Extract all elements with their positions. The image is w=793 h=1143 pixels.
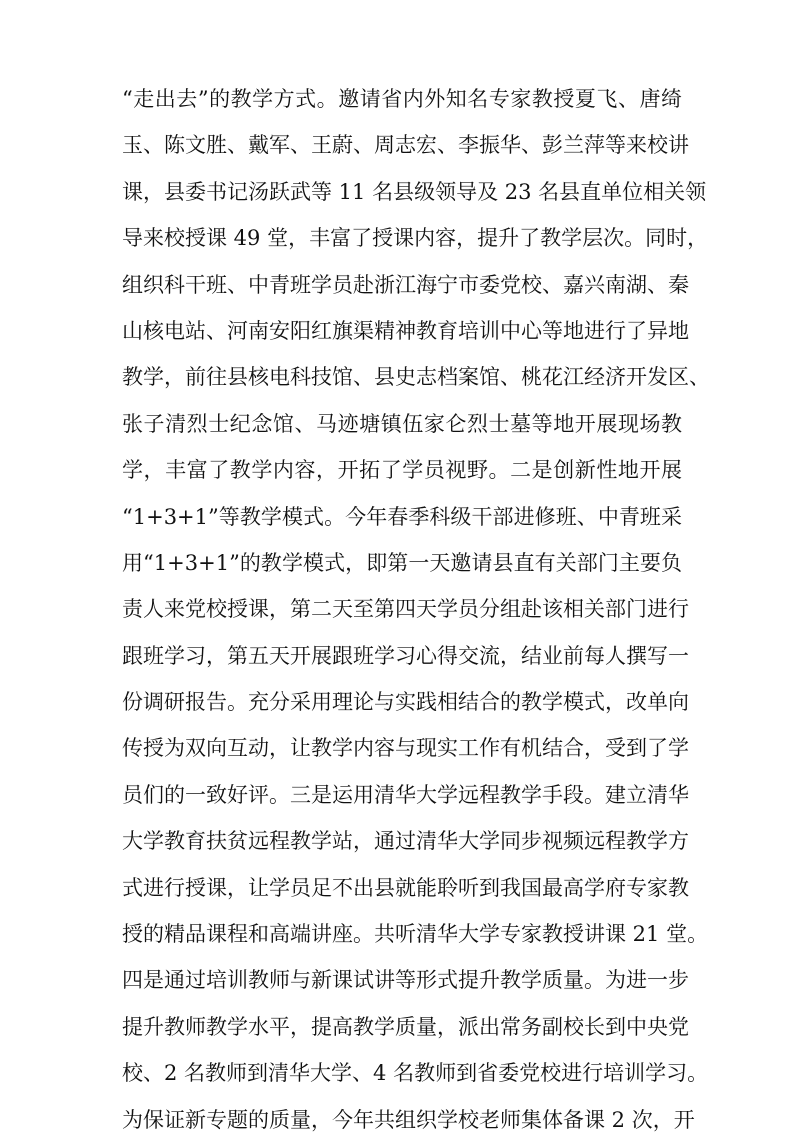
text-line: 式进行授课，让学员足不出县就能聆听到我国最高学府专家教 <box>122 875 689 900</box>
text-line: 四是通过培训教师与新课试讲等形式提升教学质量。为进一步 <box>122 968 689 993</box>
text-line: 山核电站、河南安阳红旗渠精神教育培训中心等地进行了异地 <box>122 318 689 343</box>
text-line: 课，县委书记汤跃武等 11 名县级领导及 23 名县直单位相关领 <box>122 179 707 204</box>
text-line: 授的精品课程和高端讲座。共听清华大学专家教授讲课 21 堂。 <box>122 922 709 947</box>
text-line: 校、2 名教师到清华大学、4 名教师到省委党校进行培训学习。 <box>122 1061 709 1086</box>
text-line: 导来校授课 49 堂，丰富了授课内容，提升了教学层次。同时， <box>122 226 709 251</box>
text-line: 学，丰富了教学内容，开拓了学员视野。二是创新性地开展 <box>122 458 682 483</box>
text-line: “走出去”的教学方式。邀请省内外知名专家教授夏飞、唐绮 <box>122 87 682 111</box>
body-text <box>122 76 710 1143</box>
text-line: 张子清烈士纪念馆、马迹塘镇伍家仑烈士墓等地开展现场教 <box>122 411 682 436</box>
text-line: 提升教师教学水平，提高教学质量，派出常务副校长到中央党 <box>122 1014 689 1039</box>
text-line: 玉、陈文胜、戴军、王蔚、周志宏、李振华、彭兰萍等来校讲 <box>122 133 689 158</box>
text-line: 员们的一致好评。三是运用清华大学远程教学手段。建立清华 <box>122 782 689 807</box>
text-line: 责人来党校授课，第二天至第四天学员分组赴该相关部门进行 <box>122 597 689 622</box>
text-line: 为保证新专题的质量，今年共组织学校老师集体备课 2 次，开 <box>122 1107 695 1132</box>
text-line: 教学，前往县核电科技馆、县史志档案馆、桃花江经济开发区、 <box>122 365 710 390</box>
text-line: 大学教育扶贫远程教学站，通过清华大学同步视频远程教学方 <box>122 829 689 854</box>
text-line: “1+3+1”等教学模式。今年春季科级干部进修班、中青班采 <box>122 504 682 529</box>
text-line: 用“1+3+1”的教学模式，即第一天邀请县直有关部门主要负 <box>122 550 682 575</box>
text-line: 份调研报告。充分采用理论与实践相结合的教学模式，改单向 <box>122 690 689 715</box>
text-line: 跟班学习，第五天开展跟班学习心得交流，结业前每人撰写一 <box>122 643 689 668</box>
text-line: 组织科干班、中青班学员赴浙江海宁市委党校、嘉兴南湖、秦 <box>122 272 689 297</box>
text-line: 传授为双向互动，让教学内容与现实工作有机结合，受到了学 <box>122 736 689 761</box>
